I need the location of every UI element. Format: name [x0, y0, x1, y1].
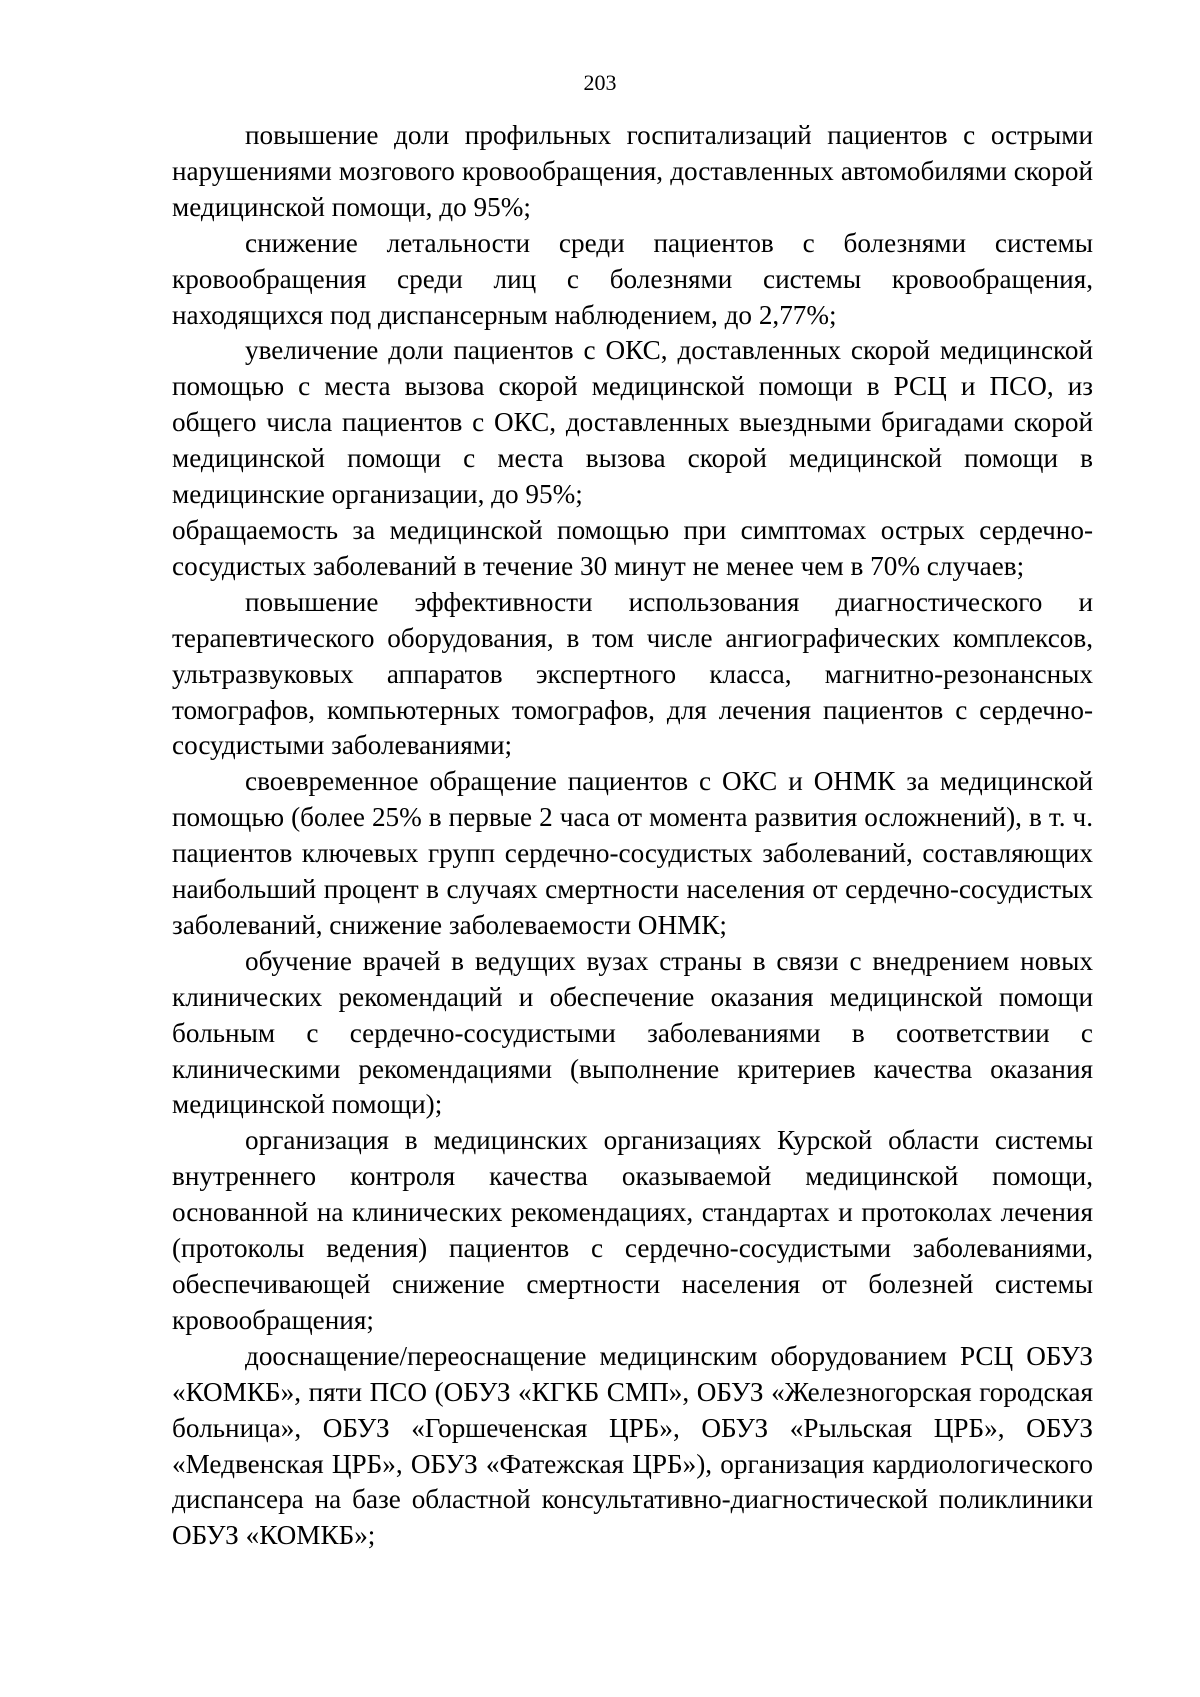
page-number: 203 — [583, 70, 617, 95]
paragraph-equipment-reequipping: дооснащение/переоснащение медицинским оборудованием РСЦ ОБУЗ «КОМКБ», пяти ПСО (ОБУЗ «КГКБ СМП», ОБУЗ «Железногорская городская больница», ОБУЗ «Горшеченская ЦРБ», ОБУЗ «Рыльская ЦРБ», ОБУЗ «Медвенская ЦРБ», ОБУЗ «Фатежская ЦРБ»), организация кардиологического диспансера на базе областной консультативно-диагностической поликлиники ОБУЗ «КОМКБ»; — [172, 1340, 1093, 1551]
paragraph-doctor-training: обучение врачей в ведущих вузах страны в связи с внедрением новых клинических рекомендаций и обеспечение оказания медицинской помощи больным с сердечно-сосудистыми заболеваниями в соответствии с клиническими рекомендациями (выполнение критериев качества оказания медицинской помощи); — [172, 945, 1093, 1120]
paragraph-early-appeal-rate: обращаемость за медицинской помощью при симптомах острых сердечно-сосудистых заболеваний в течение 30 минут не менее чем в 70% случаев; — [172, 514, 1093, 581]
paragraph-equipment-efficiency: повышение эффективности использования диагностического и терапевтического оборудования, в том числе ангиографических комплексов, ультразвуковых аппаратов экспертного класса, магнитно-резонансных томографов, компьютерных томографов, для лечения пациентов с сердечно-сосудистыми заболеваниями; — [172, 586, 1093, 761]
paragraph-oks-delivery-share: увеличение доли пациентов с ОКС, доставленных скорой медицинской помощью с места вызова скорой медицинской помощи в РСЦ и ПСО, из общего числа пациентов с ОКС, доставленных выездными бригадами скорой медицинской помощи с места вызова скорой медицинской помощи в медицинские организации, до 95%; — [172, 335, 1093, 510]
paragraph-timely-appeal: своевременное обращение пациентов с ОКС и ОНМК за медицинской помощью (более 25% в первые 2 часа от момента развития осложнений), в т. ч. пациентов ключевых групп сердечно-сосудистых заболеваний, составляющих наибольший процент в случаях смертности населения от сердечно-сосудистых заболеваний, снижение заболеваемости ОНМК; — [172, 766, 1093, 940]
paragraph-mortality-reduction: снижение летальности среди пациентов с болезнями системы кровообращения среди лиц с болезнями системы кровообращения, находящихся под диспансерным наблюдением, до 2,77%; — [172, 227, 1093, 330]
paragraph-quality-control: организация в медицинских организациях Курской области системы внутреннего контроля качества оказываемой медицинской помощи, основанной на клинических рекомендациях, стандартах и протоколах лечения (протоколы ведения) пациентов с сердечно-сосудистыми заболеваниями, обеспечивающей снижение смертности населения от болезней системы кровообращения; — [172, 1125, 1093, 1335]
paragraph-profile-hospitalization: повышение доли профильных госпитализаций пациентов с острыми нарушениями мозгового кровообращения, доставленных автомобилями скорой медицинской помощи, до 95%; — [172, 120, 1093, 222]
document-body — [172, 118, 1093, 1554]
